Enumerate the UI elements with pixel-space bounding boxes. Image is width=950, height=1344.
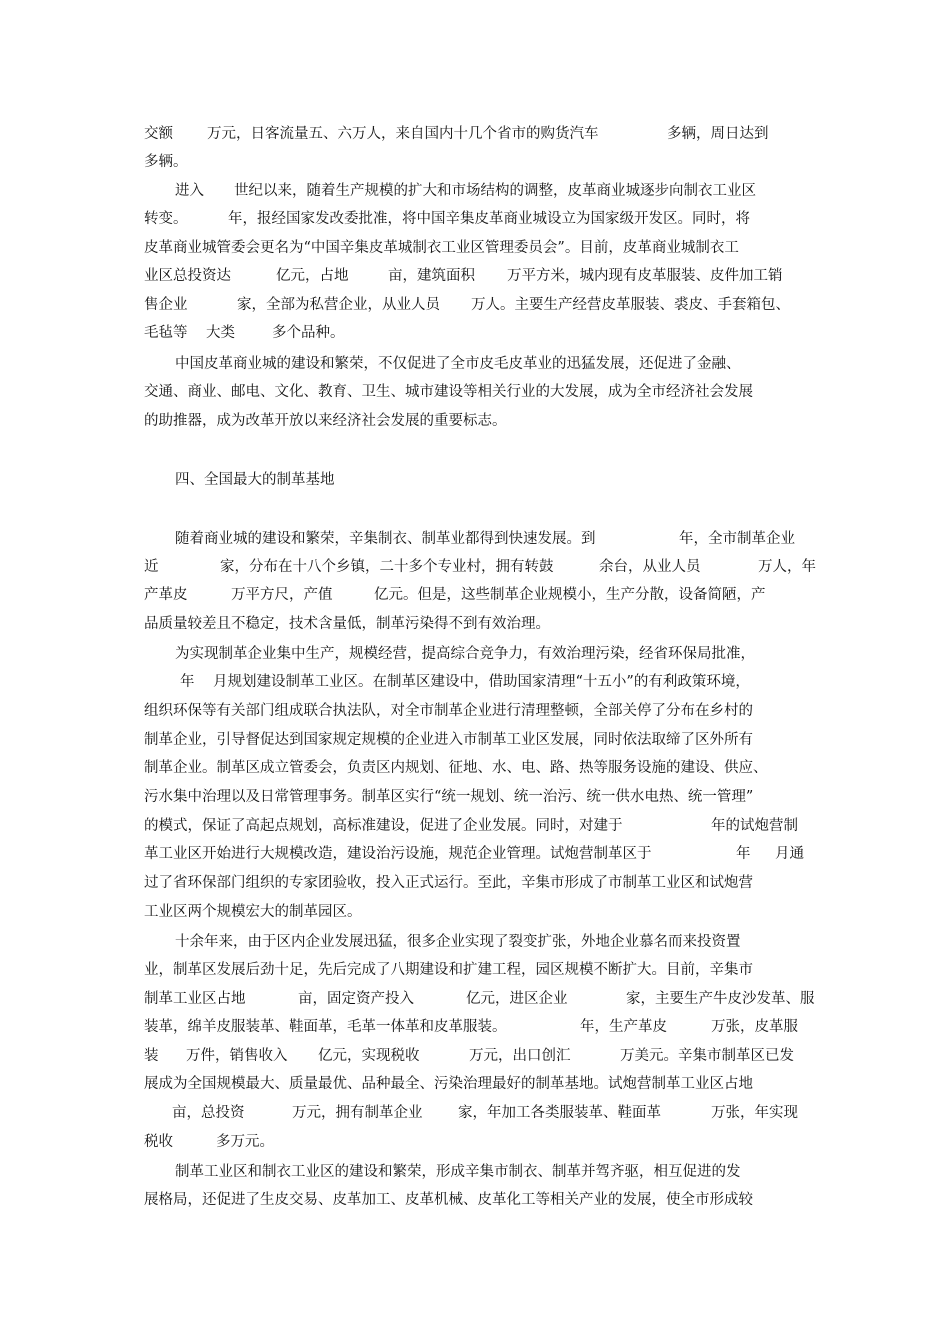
text-segment: 万元，出口创汇: [469, 1048, 571, 1064]
paragraph-5-line-5: [0, 754, 950, 782]
text-segment: 万美元。辛集市制革区已发: [620, 1048, 794, 1064]
text-segment: 的助推器，成为改革开放以来经济社会发展的重要标志。: [144, 413, 507, 429]
paragraph-6-line-5: [0, 1042, 950, 1070]
text-segment: 制革企业。制革区成立管委会，负责区内规划、征地、水、电、路、热等服务设施的建设、供应、: [144, 760, 768, 776]
text-segment: 世纪以来，随着生产规模的扩大和市场结构的调整，皮革商业城逐步向制衣工业区: [234, 183, 756, 199]
paragraph-6-line-1: [0, 928, 950, 956]
text-segment: 制革企业，引导督促达到国家规定规模的企业进入市制革工业区发展，同时依法取缔了区外所有: [144, 732, 753, 748]
text-segment: 家，主要生产牛皮沙发革、服: [626, 991, 815, 1007]
paragraph-6-line-4: [0, 1013, 950, 1041]
text-segment: 革工业区开始进行大规模改造，建设治污设施，规范企业管理。试炮营制革区于: [144, 846, 652, 862]
paragraph-6-line-6: [0, 1070, 950, 1098]
text-segment: 亩，建筑面积: [388, 268, 475, 284]
paragraph-1-line-1: [0, 120, 950, 148]
text-segment: 皮革商业城管委会更名为“中国辛集皮革城制衣工业区管理委员会”。目前，皮革商业城制衣工: [144, 240, 739, 256]
text-segment: 万平方米，城内现有皮革服装、皮件加工销: [507, 268, 783, 284]
text-segment: 业区总投资达: [144, 268, 231, 284]
paragraph-5-line-9: [0, 869, 950, 897]
paragraph-5-line-4: [0, 726, 950, 754]
text-segment: 工业区两个规模宏大的制革园区。: [144, 904, 362, 920]
text-segment: 年，全市制革企业: [679, 531, 795, 547]
paragraph-1-line-2: [0, 148, 950, 176]
text-segment: 装: [144, 1048, 159, 1064]
paragraph-5-line-2: [0, 668, 950, 696]
text-segment: 制革工业区占地: [144, 991, 246, 1007]
paragraph-4-line-1: [0, 525, 950, 553]
text-segment: 亩，固定资产投入: [298, 991, 414, 1007]
section-heading: [0, 466, 950, 494]
text-segment: 万人。主要生产经营皮革服装、裘皮、手套箱包、: [471, 297, 790, 313]
text-segment: 随着商业城的建设和繁荣，辛集制衣、制革业都得到快速发展。到: [175, 531, 596, 547]
text-segment: 多辆。: [144, 154, 188, 170]
text-segment: 的模式，保证了高起点规划，高标准建设，促进了企业发展。同时，对建于: [144, 818, 623, 834]
paragraph-4-line-4: [0, 610, 950, 638]
text-segment: 月规划建设制革工业区。在制革区建设中，借助国家清理“十五小”的有利政策环境，: [213, 674, 750, 690]
paragraph-2-line-2: [0, 205, 950, 233]
text-segment: 毛毡等: [144, 325, 188, 341]
text-segment: 税收: [144, 1134, 173, 1150]
text-segment: 交额: [144, 126, 173, 142]
paragraph-5-line-10: [0, 898, 950, 926]
paragraph-2-line-4: [0, 262, 950, 290]
text-segment: 组织环保等有关部门组成联合执法队，对全市制革企业进行清理整顿，全部关停了分布在乡村的: [144, 703, 753, 719]
text-segment: 亩，总投资: [172, 1105, 245, 1121]
text-segment: 亿元，实现税收: [318, 1048, 420, 1064]
paragraph-3-line-1: [0, 350, 950, 378]
text-segment: 余台，从业人员: [599, 559, 701, 575]
text-segment: 亿元。但是，这些制革企业规模小，生产分散，设备简陋，产: [374, 587, 766, 603]
text-segment: 产革皮: [144, 587, 188, 603]
text-segment: 亿元，占地: [276, 268, 349, 284]
paragraph-7-line-2: [0, 1186, 950, 1214]
text-segment: 近: [144, 559, 159, 575]
paragraph-2-line-3: [0, 234, 950, 262]
text-segment: 交通、商业、邮电、文化、教育、卫生、城市建设等相关行业的大发展，成为全市经济社会发展: [144, 384, 753, 400]
paragraph-5-line-6: [0, 783, 950, 811]
text-segment: 家，全部为私营企业，从业人员: [237, 297, 440, 313]
text-segment: 大类: [206, 325, 235, 341]
text-segment: 年: [736, 846, 751, 862]
paragraph-7-line-1: [0, 1158, 950, 1186]
text-segment: 年: [180, 674, 195, 690]
text-segment: 转变。: [144, 211, 188, 227]
text-segment: 月通: [775, 846, 804, 862]
text-segment: 万元，日客流量五、六万人，来自国内十几个省市的购货汽车: [207, 126, 599, 142]
paragraph-2-line-6: [0, 319, 950, 347]
paragraph-5-line-7: [0, 812, 950, 840]
text-segment: 年，生产革皮: [580, 1019, 667, 1035]
text-segment: 制革工业区和制衣工业区的建设和繁荣，形成辛集市制衣、制革并驾齐驱，相互促进的发: [175, 1164, 741, 1180]
text-segment: 多万元。: [216, 1134, 274, 1150]
paragraph-3-line-2: [0, 378, 950, 406]
paragraph-5-line-3: [0, 697, 950, 725]
text-segment: 多个品种。: [272, 325, 345, 341]
text-segment: 中国皮革商业城的建设和繁荣，不仅促进了全市皮毛皮革业的迅猛发展，还促进了金融、: [175, 356, 741, 372]
text-segment: 多辆，周日达到: [667, 126, 769, 142]
text-segment: 年的试炮营制: [711, 818, 798, 834]
paragraph-4-line-2: [0, 553, 950, 581]
text-segment: 售企业: [144, 297, 188, 313]
text-segment: 万张，年实现: [711, 1105, 798, 1121]
text-segment: 过了省环保部门组织的专家团验收，投入正式运行。至此，辛集市形成了市制革工业区和试炮营: [144, 875, 753, 891]
text-segment: 万张，皮革服: [711, 1019, 798, 1035]
text-segment: 展成为全国规模最大、质量最优、品种最全、污染治理最好的制革基地。试炮营制革工业区占地: [144, 1076, 753, 1092]
text-segment: 装革，绵羊皮服装革、鞋面革，毛革一体革和皮革服装。: [144, 1019, 507, 1035]
text-segment: 万人，年: [758, 559, 816, 575]
text-segment: 万件，销售收入: [186, 1048, 288, 1064]
paragraph-6-line-2: [0, 956, 950, 984]
paragraph-6-line-8: [0, 1128, 950, 1156]
text-segment: 万平方尺，产值: [231, 587, 333, 603]
text-segment: 进入: [175, 183, 204, 199]
paragraph-3-line-3: [0, 407, 950, 435]
text-segment: 家，年加工各类服装革、鞋面革: [458, 1105, 661, 1121]
text-segment: 万元，拥有制革企业: [292, 1105, 423, 1121]
heading-text: 四、全国最大的制革基地: [175, 472, 335, 488]
paragraph-4-line-3: [0, 581, 950, 609]
paragraph-5-line-8: [0, 840, 950, 868]
text-segment: 展格局，还促进了生皮交易、皮革加工、皮革机械、皮革化工等相关产业的发展，使全市形成较: [144, 1192, 753, 1208]
text-segment: 亿元，进区企业: [466, 991, 568, 1007]
text-segment: 污水集中治理以及日常管理事务。制革区实行“统一规划、统一治污、统一供水电热、统一管理”: [144, 789, 754, 805]
text-segment: 家，分布在十八个乡镇，二十多个专业村，拥有转鼓: [220, 559, 554, 575]
text-segment: 年，报经国家发改委批准，将中国辛集皮革商业城设立为国家级开发区。同时，将: [228, 211, 750, 227]
paragraph-6-line-7: [0, 1099, 950, 1127]
text-segment: 为实现制革企业集中生产，规模经营，提高综合竞争力，有效治理污染，经省环保局批准，: [175, 646, 755, 662]
paragraph-2-line-1: [0, 177, 950, 205]
text-segment: 品质量较差且不稳定，技术含量低，制革污染得不到有效治理。: [144, 616, 550, 632]
text-segment: 业，制革区发展后劲十足，先后完成了八期建设和扩建工程，园区规模不断扩大。目前，辛集市: [144, 962, 753, 978]
text-segment: 十余年来，由于区内企业发展迅猛，很多企业实现了裂变扩张，外地企业慕名而来投资置: [175, 934, 741, 950]
paragraph-5-line-1: [0, 640, 950, 668]
paragraph-2-line-5: [0, 291, 950, 319]
paragraph-6-line-3: [0, 985, 950, 1013]
